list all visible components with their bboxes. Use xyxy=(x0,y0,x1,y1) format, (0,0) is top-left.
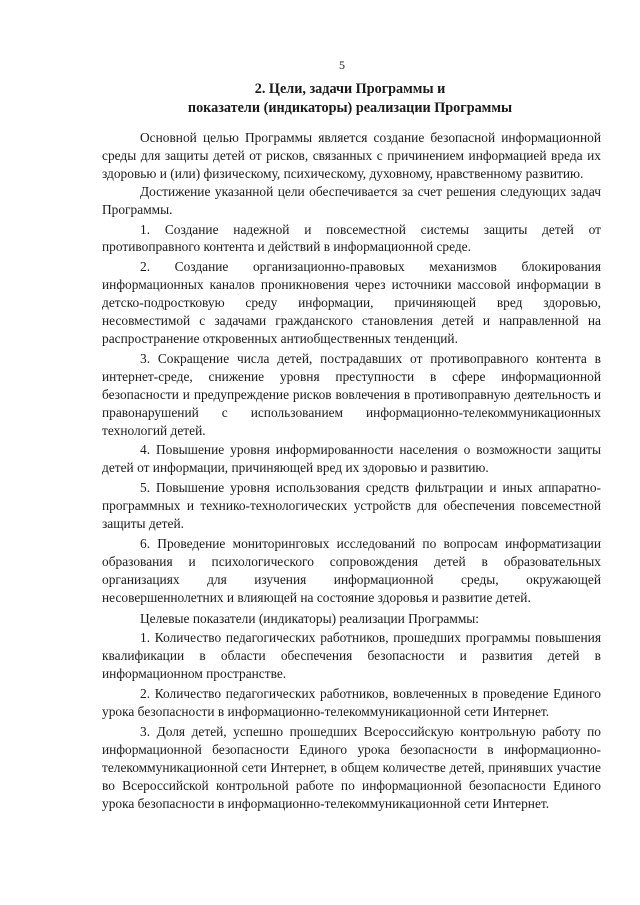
task-4-paragraph: 4. Повышение уровня информированности населения о возможности защиты детей от информации, причиняющей вред их здоровью и развитию. xyxy=(102,442,601,476)
goal-paragraph: Основной целью Программы является создание безопасной информационной среды для защиты детей от рисков, связанных с причинением информацией вреда их здоровью и (или) физическому, психическому, духовному, нравственному развитию. xyxy=(102,130,601,181)
task-6-paragraph: 6. Проведение мониторинговых исследований по вопросам информатизации образования и психологического сопровождения детей в образовательных организациях для изучения информационной среды, окружающей несовершеннолетних и влияющей на состояние здоровья и развитие детей. xyxy=(102,535,601,605)
task-1-paragraph: 1. Создание надежной и повсеместной системы защиты детей от противоправного контента и действий в информационной среде. xyxy=(102,221,601,255)
indicator-1-paragraph: 1. Количество педагогических работников, прошедших программы повышения квалификации в области обеспечения безопасности и развития детей в информационном пространстве. xyxy=(102,630,601,682)
indicators-intro-paragraph: Целевые показатели (индикаторы) реализации Программы: xyxy=(140,610,480,626)
task-3-paragraph: 3. Сокращение числа детей, пострадавших от противоправного контента в интернет-среде, снижение уровня преступности в сфере информационной безопасности и предупреждение рисков вовлечения в противоправную деятельность и правонарушений с использованием информационно-телекоммуникационных технологий детей. xyxy=(102,350,601,438)
tasks-intro-paragraph: Достижение указанной цели обеспечивается за счет решения следующих задач Программы. xyxy=(102,183,601,217)
document-body xyxy=(102,129,601,813)
page-number: 5 xyxy=(339,58,345,72)
section-heading-line-1: 2. Цели, задачи Программы и xyxy=(254,81,446,97)
task-5-paragraph: 5. Повышение уровня использования средств фильтрации и иных аппаратно-программных и технико-технологических устройств для обеспечения повсеместной защиты детей. xyxy=(102,480,601,532)
indicator-2-paragraph: 2. Количество педагогических работников, вовлеченных в проведение Единого урока безопасности в информационно-телекоммуникационной сети Интернет. xyxy=(102,686,601,720)
section-heading-line-2: показатели (индикаторы) реализации Программы xyxy=(187,100,513,116)
task-2-paragraph: 2. Создание организационно-правовых механизмов блокирования информационных каналов проникновения через источники массовой информации в детско-подростковую среду информации, причиняющей вред здоровью, несовместимой с задачами гражданского становления детей и направленной на распространение откровенных антиобщественных тенденций. xyxy=(102,259,601,346)
section-heading xyxy=(100,80,600,118)
indicator-3-paragraph: 3. Доля детей, успешно прошедших Всероссийскую контрольную работу по информационной безопасности Единого урока безопасности в информационно-телекоммуникационной сети Интернет, в общем количестве детей, принявших участие во Всероссийской контрольной работе по информационной безопасности Единого урока безопасности в информационно-телекоммуникационной сети Интернет. xyxy=(102,724,601,811)
